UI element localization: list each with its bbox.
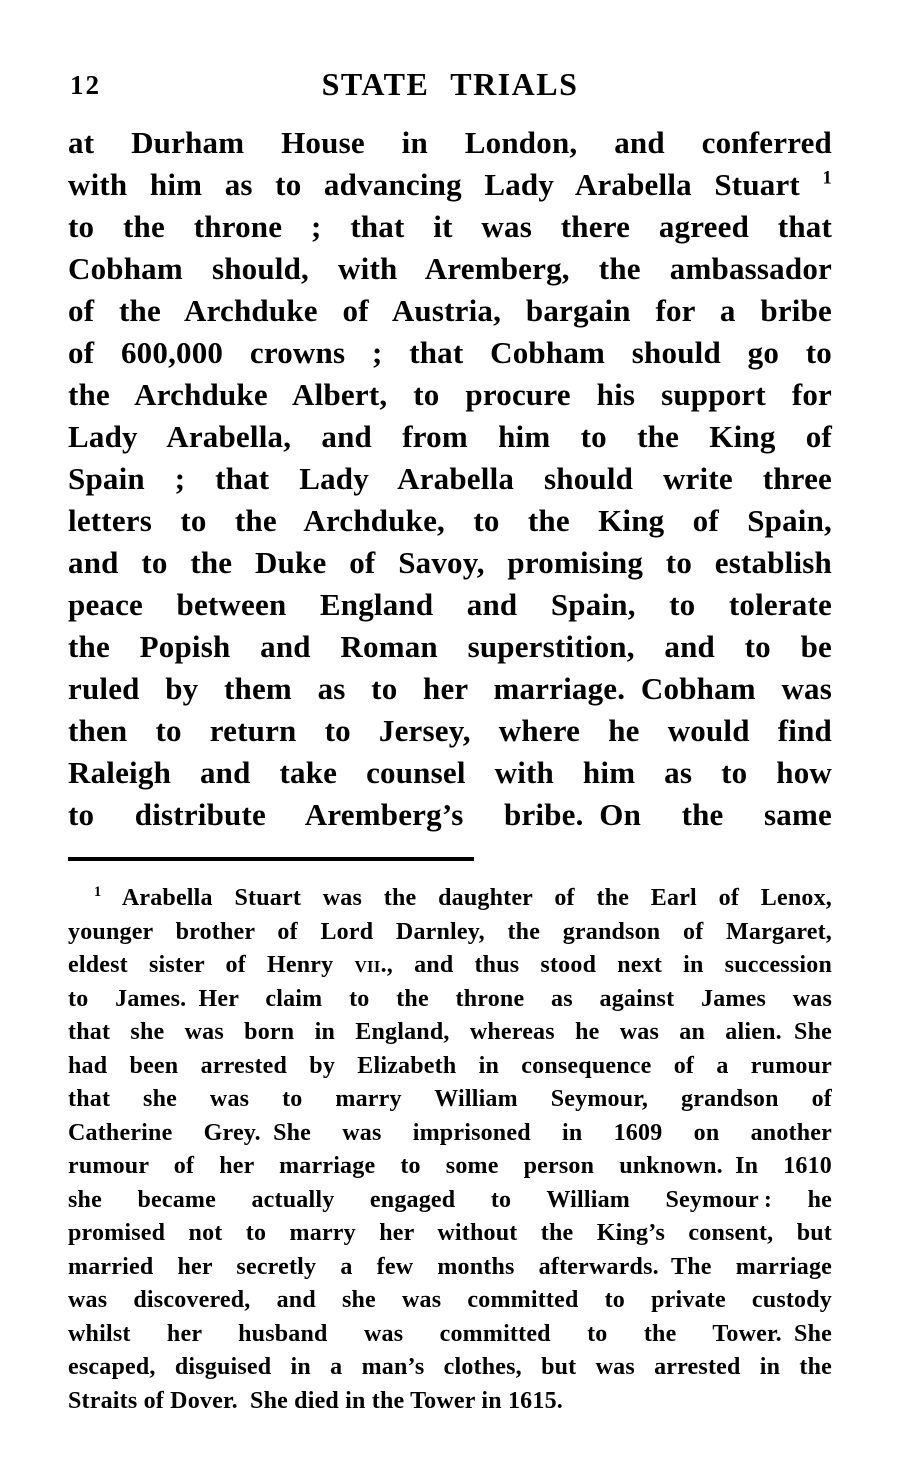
footnote-marker: 1	[94, 884, 102, 900]
footnote-line	[68, 882, 832, 916]
body-line: of 600,000 crowns ; that Cobham should go to	[68, 335, 832, 370]
footnote-line: to James. Her claim to the throne as against James was	[68, 985, 832, 1012]
body-line: of the Archduke of Austria, bargain for a bribe	[68, 293, 832, 328]
footnote-line: that she was to marry William Seymour, grandson of	[68, 1086, 832, 1112]
footnote-line: promised not to marry her without the King’s consent, but	[68, 1220, 832, 1246]
body-line: the Popish and Roman superstition, and to be	[68, 629, 832, 664]
footnote-line: whilst her husband was committed to the Tower. She	[68, 1320, 832, 1347]
footnote-line: was discovered, and she was committed to private custody	[68, 1287, 832, 1313]
body-line: Lady Arabella, and from him to the King of	[68, 419, 832, 454]
footnote-line-text: Arabella Stuart was the daughter of the Earl of Lenox,	[121, 885, 832, 911]
footnote-line-text: eldest sister of Henry	[68, 952, 355, 978]
footnote-line: married her secretly a few months afterwards. The marriage	[68, 1253, 832, 1280]
body-line: ruled by them as to her marriage. Cobham was	[68, 671, 832, 706]
body-line: the Archduke Albert, to procure his support for	[68, 377, 832, 412]
page-number: 12	[70, 70, 101, 100]
footnote-reference: 1	[822, 167, 832, 189]
footnote-line: younger brother of Lord Darnley, the grandson of Margaret,	[68, 918, 832, 945]
footnote-line: escaped, disguised in a man’s clothes, but was arrested in the	[68, 1354, 832, 1380]
body-line-text: with him as to advancing Lady Arabella Stuart	[68, 167, 800, 202]
body-text	[68, 122, 832, 836]
body-line: at Durham House in London, and conferred	[68, 125, 832, 160]
body-line: peace between England and Spain, to tolerate	[68, 587, 832, 622]
footnote-line: she became actually engaged to William Seymour : he	[68, 1186, 832, 1213]
page-header	[68, 66, 832, 102]
footnote-separator	[68, 857, 474, 861]
footnote-line: rumour of her marriage to some person unknown. In 1610	[68, 1153, 832, 1179]
body-line: to distribute Aremberg’s bribe. On the same	[68, 797, 832, 832]
body-line: letters to the Archduke, to the King of Spain,	[68, 503, 832, 538]
body-line: to the throne ; that it was there agreed that	[68, 209, 832, 244]
body-line	[68, 164, 832, 206]
footnote-line: Straits of Dover. She died in the Tower in 1615.	[68, 1387, 563, 1414]
footnote-line	[68, 949, 832, 983]
body-line: Spain ; that Lady Arabella should write three	[68, 461, 832, 496]
body-line: Raleigh and take counsel with him as to how	[68, 755, 832, 790]
footnote-line-text: ., and thus stood next in succession	[380, 952, 833, 978]
running-title: STATE TRIALS	[321, 66, 579, 102]
body-line: then to return to Jersey, where he would find	[68, 713, 832, 748]
body-line: and to the Duke of Savoy, promising to establish	[68, 545, 832, 580]
footnote-line: had been arrested by Elizabeth in consequence of a rumour	[68, 1052, 832, 1079]
footnote-line: that she was born in England, whereas he was an alien. She	[68, 1019, 832, 1045]
small-caps-numeral: vii	[354, 952, 381, 978]
body-line: Cobham should, with Aremberg, the ambassador	[68, 251, 832, 286]
footnote	[68, 882, 832, 1418]
footnote-line: Catherine Grey. She was imprisoned in 1609 on another	[68, 1119, 832, 1146]
